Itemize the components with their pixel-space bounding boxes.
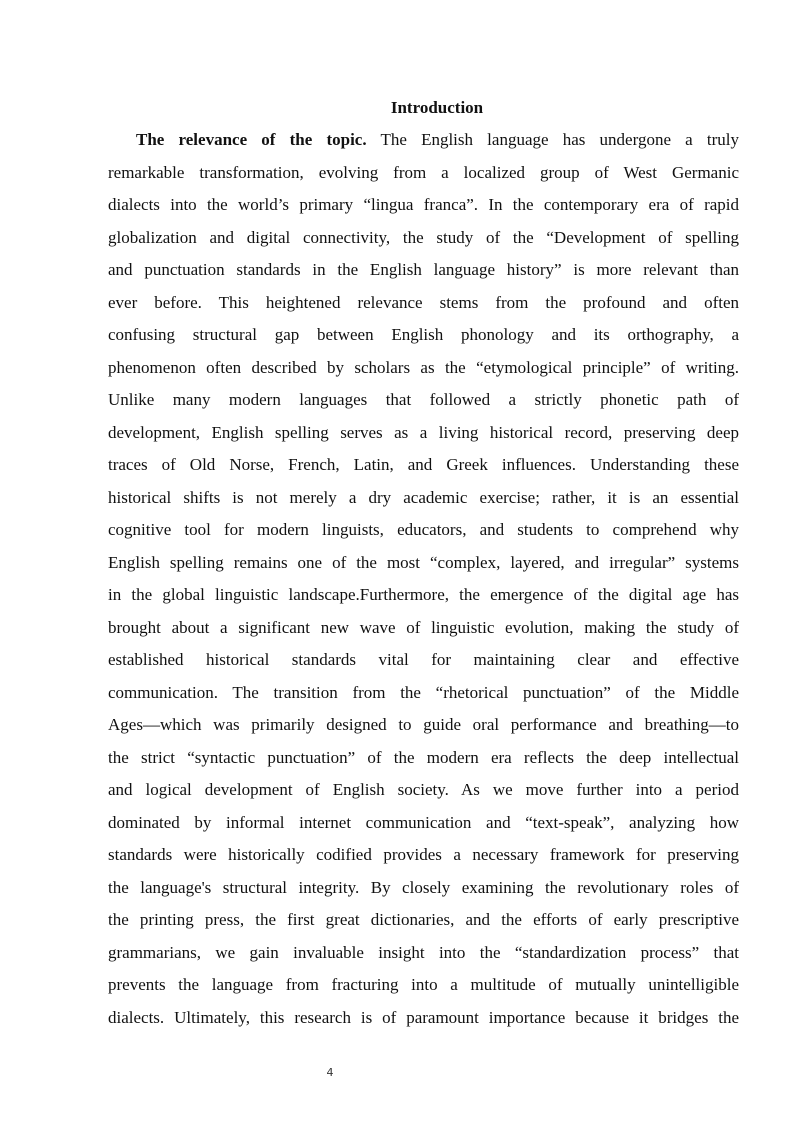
line-text: The English language has undergone a truly	[366, 130, 739, 149]
paragraph-line: phenomenon often described by scholars as the “etymological principle” of writing.	[108, 357, 739, 377]
paragraph-line: globalization and digital connectivity, the study of the “Development of spelling	[108, 227, 739, 247]
body-paragraph	[108, 124, 739, 1034]
paragraph-line: the language's structural integrity. By closely examining the revolutionary roles of	[108, 877, 739, 897]
paragraph-line: prevents the language from fracturing into a multitude of mutually unintelligible	[108, 975, 739, 994]
paragraph-line: cognitive tool for modern linguists, educators, and students to comprehend why	[108, 520, 739, 539]
lead-phrase: The relevance of the topic.	[136, 130, 367, 149]
paragraph-line: remarkable transformation, evolving from a localized group of West Germanic	[108, 162, 739, 182]
paragraph-line: Ages—which was primarily designed to guide oral performance and breathing—to	[108, 715, 739, 734]
paragraph-line: established historical standards vital for maintaining clear and effective	[108, 650, 739, 669]
page-number: 4	[326, 1066, 334, 1079]
paragraph-line	[108, 124, 739, 157]
paragraph-line: English spelling remains one of the most “complex, layered, and irregular” systems	[108, 552, 739, 572]
paragraph-line: dominated by informal internet communication and “text-speak”, analyzing how	[108, 812, 739, 832]
paragraph-line: ever before. This heightened relevance stems from the profound and often	[108, 292, 739, 312]
paragraph-line: and logical development of English society. As we move further into a period	[108, 780, 739, 799]
paragraph-line: the printing press, the first great dictionaries, and the efforts of early prescriptive	[108, 910, 739, 929]
section-heading: Introduction	[390, 98, 484, 117]
paragraph-line: in the global linguistic landscape.Furthermore, the emergence of the digital age has	[108, 585, 739, 604]
paragraph-line: the strict “syntactic punctuation” of the modern era reflects the deep intellectual	[108, 747, 739, 767]
paragraph-line: dialects into the world’s primary “lingua franca”. In the contemporary era of rapid	[108, 195, 739, 214]
paragraph-line: confusing structural gap between English phonology and its orthography, a	[108, 325, 739, 344]
paragraph-line: brought about a significant new wave of linguistic evolution, making the study of	[108, 617, 739, 637]
paragraph-line: Unlike many modern languages that followed a strictly phonetic path of	[108, 390, 739, 409]
paragraph-line: historical shifts is not merely a dry academic exercise; rather, it is an essential	[108, 487, 739, 507]
paragraph-line: standards were historically codified provides a necessary framework for preserving	[108, 845, 739, 864]
paragraph-line: grammarians, we gain invaluable insight into the “standardization process” that	[108, 942, 739, 962]
paragraph-line: dialects. Ultimately, this research is of paramount importance because it bridges the	[108, 1007, 739, 1027]
paragraph-line: traces of Old Norse, French, Latin, and Greek influences. Understanding these	[108, 455, 739, 474]
paragraph-line: development, English spelling serves as a living historical record, preserving deep	[108, 422, 739, 442]
paragraph-line: and punctuation standards in the English language history” is more relevant than	[108, 260, 739, 279]
paragraph-line: communication. The transition from the “rhetorical punctuation” of the Middle	[108, 682, 739, 702]
